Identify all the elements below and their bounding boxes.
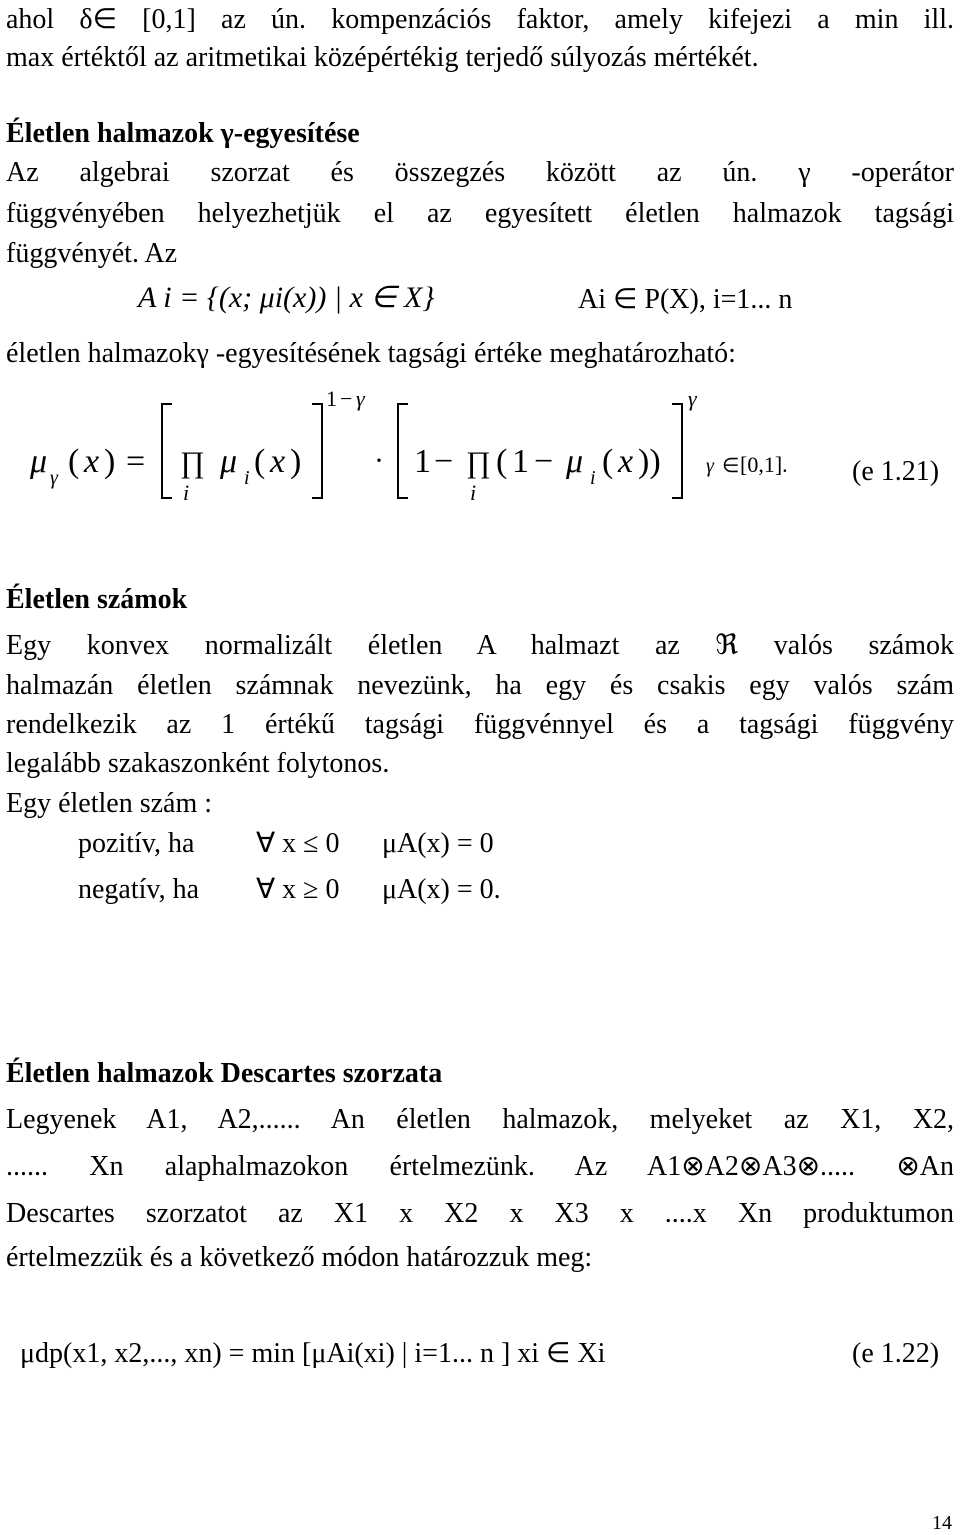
svg-text:i: i (470, 480, 477, 505)
page-number: 14 (932, 1512, 952, 1534)
set-definition-formula: A i = {(x; μi(x)) | x ∈ X} (138, 281, 435, 314)
section3-line2: ...... Xn alaphalmazokon értelmezünk. Az A1⊗A2⊗A3⊗..... ⊗An (6, 1151, 954, 1182)
para1-line1: ahol δ∈ [0,1] az ún. kompenzációs faktor, amely kifejezi a min ill. (6, 4, 954, 35)
svg-text:∏: ∏ (466, 446, 491, 479)
equation-lhs (29, 443, 145, 489)
negative-label: negatív, ha (78, 874, 200, 905)
section2-line2: halmazán életlen számnak nevezünk, ha egy és csakis egy valós szám (6, 670, 954, 701)
svg-text:γ: γ (706, 455, 714, 477)
svg-text:∏: ∏ (180, 446, 205, 479)
section2-heading: Életlen számok (6, 584, 188, 615)
svg-text:x: x (618, 443, 634, 480)
section2-line1: Egy konvex normalizált életlen A halmazt az ℜ valós számok (6, 630, 954, 661)
svg-text:=: = (126, 443, 146, 480)
descartes-product-formula: μdp(x1, x2,..., xn) = min [μAi(xi) | i=1... n ] xi ∈ Xi (20, 1338, 606, 1369)
section1-line4: életlen halmazokγ -egyesítésének tagsági értéke meghatározható: (6, 338, 736, 369)
svg-text:−: − (340, 386, 353, 411)
svg-text:(: ( (68, 443, 80, 480)
svg-text:[0,1].: [0,1]. (740, 452, 788, 477)
svg-text:x: x (270, 443, 286, 480)
svg-text:): ) (290, 443, 302, 480)
svg-text:−: − (534, 443, 554, 480)
svg-text:·: · (374, 444, 384, 477)
svg-text:): ) (104, 443, 116, 480)
negative-equation: μA(x) = 0. (382, 874, 501, 905)
set-membership: Ai ∈ P(X), i=1... n (578, 284, 793, 315)
svg-text:μ: μ (566, 443, 584, 480)
svg-text:1: 1 (512, 443, 529, 480)
section1-heading: Életlen halmazok γ-egyesítése (6, 118, 360, 149)
section2-line4: legalább szakaszonként folytonos. (6, 748, 390, 779)
section1-line1: Az algebrai szorzat és összegzés között az ún. γ -operátor (6, 157, 954, 188)
gamma-operator-equation (0, 378, 960, 518)
svg-text:(: ( (254, 443, 266, 480)
equation-label-1-22: (e 1.22) (852, 1338, 940, 1369)
svg-text:i: i (244, 467, 250, 489)
section3-line1: Legyenek A1, A2,...... An életlen halmazok, melyeket az X1, X2, (6, 1104, 954, 1135)
svg-text:γ: γ (356, 386, 365, 411)
svg-text:x: x (84, 443, 100, 480)
para1-line2: max értéktől az aritmetikai középértékig terjedő súlyozás mértékét. (6, 42, 759, 73)
section1-line2: függvényében helyezhetjük el az egyesített életlen halmazok tagsági (6, 198, 954, 229)
svg-text:i: i (183, 480, 190, 505)
svg-text:μ: μ (30, 443, 48, 480)
svg-text:∈: ∈ (722, 455, 740, 477)
svg-text:(: ( (496, 443, 508, 480)
svg-text:γ: γ (688, 386, 697, 411)
section3-line4: értelmezzük és a következő módon határozzuk meg: (6, 1242, 593, 1273)
section2-line5: Egy életlen szám : (6, 788, 213, 819)
section2-line3: rendelkezik az 1 értékű tagsági függvénnyel és a tagsági függvény (6, 709, 954, 740)
positive-label: pozitív, ha (78, 828, 195, 859)
svg-text:1: 1 (414, 443, 431, 480)
equation-label-1-21: (e 1.21) (852, 456, 940, 487)
svg-text:i: i (590, 467, 596, 489)
section3-line3: Descartes szorzatot az X1 x X2 x X3 x ....x Xn produktumon (6, 1198, 954, 1229)
svg-text:μ: μ (220, 443, 238, 480)
positive-condition: ∀ x ≤ 0 (256, 828, 340, 859)
svg-text:γ: γ (50, 467, 58, 489)
svg-text:−: − (434, 443, 454, 480)
section1-line3: függvényét. Az (6, 238, 178, 269)
svg-text:1: 1 (326, 386, 337, 411)
svg-text:)): )) (638, 443, 661, 480)
positive-equation: μA(x) = 0 (382, 828, 494, 859)
svg-text:(: ( (602, 443, 614, 480)
negative-condition: ∀ x ≥ 0 (256, 874, 340, 905)
section3-heading: Életlen halmazok Descartes szorzata (6, 1058, 443, 1089)
